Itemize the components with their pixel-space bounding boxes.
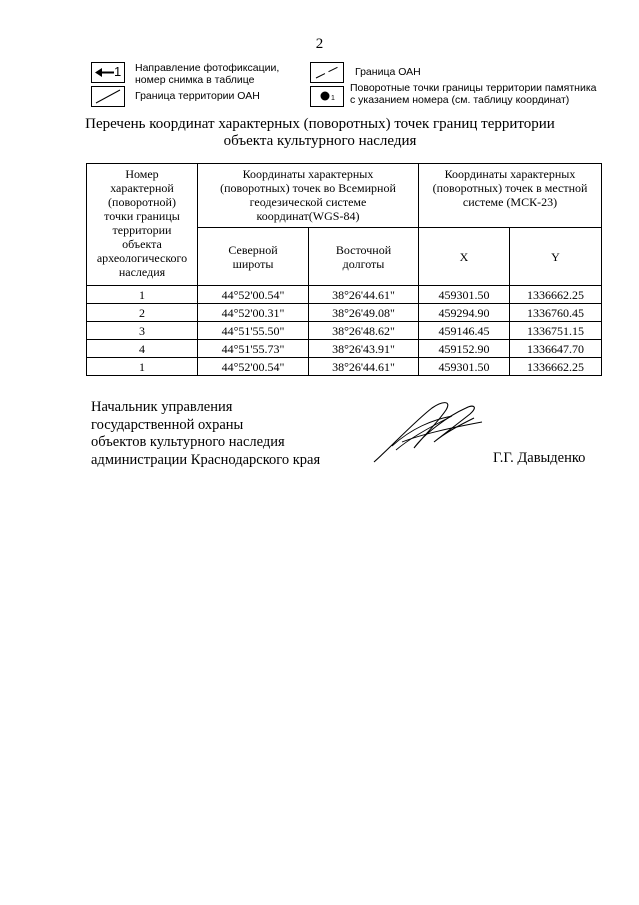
coordinates-table xyxy=(86,163,602,376)
marker-label: 1 xyxy=(331,95,335,102)
cell-y: 1336662.25 xyxy=(510,358,602,376)
header-north-lat-line: Северной xyxy=(228,242,278,257)
cell-x: 459294.90 xyxy=(419,304,510,322)
header-point-number-line: археологического xyxy=(96,251,188,265)
cell-lat: 44°52'00.54" xyxy=(198,286,309,304)
title-line2: объекта культурного наследия xyxy=(223,133,417,149)
header-msk-group xyxy=(419,164,602,228)
cell-y: 1336647.70 xyxy=(510,340,602,358)
table-row xyxy=(87,340,602,358)
title-line1: Перечень координат характерных (поворотных) точек границ территории xyxy=(85,116,555,132)
header-point-number-line: Номер xyxy=(125,167,159,181)
cell-point-number: 1 xyxy=(87,286,198,304)
table-header-row-1 xyxy=(87,164,602,228)
cell-y: 1336760.45 xyxy=(510,304,602,322)
cell-x: 459152.90 xyxy=(419,340,510,358)
signature-icon xyxy=(362,398,492,468)
header-x: X xyxy=(419,228,510,286)
cell-point-number: 4 xyxy=(87,340,198,358)
header-y: Y xyxy=(510,228,602,286)
cell-lon: 38°26'49.08" xyxy=(309,304,419,322)
signatory-line: государственной охраны xyxy=(91,416,244,433)
cell-point-number: 3 xyxy=(87,322,198,340)
signatory-line: Начальник управления xyxy=(91,399,233,415)
solid-border-icon xyxy=(92,87,124,106)
cell-y: 1336662.25 xyxy=(510,286,602,304)
photo-direction-legend-text xyxy=(135,62,279,86)
dashed-border-icon xyxy=(311,63,343,82)
header-wgs-line: (поворотных) точек во Всемирной xyxy=(220,181,396,195)
header-point-number-line: территории xyxy=(112,223,172,237)
oan-border-legend-text: Граница ОАН xyxy=(355,66,421,78)
turning-points-line2: с указанием номера (см. таблицу координат) xyxy=(350,94,570,106)
cell-lon: 38°26'43.91" xyxy=(309,340,419,358)
cell-lon: 38°26'44.61" xyxy=(309,358,419,376)
signatory-name: Г.Г. Давыденко xyxy=(493,450,586,466)
cell-lat: 44°52'00.31" xyxy=(198,304,309,322)
cell-lat: 44°51'55.73" xyxy=(198,340,309,358)
header-point-number xyxy=(87,164,198,286)
header-north-lat-line: широты xyxy=(232,256,274,271)
header-wgs-line: координат(WGS-84) xyxy=(256,209,360,223)
table-row xyxy=(87,358,602,376)
header-point-number-line: точки границы xyxy=(104,209,180,223)
cell-lon: 38°26'44.61" xyxy=(309,286,419,304)
signatory-line: администрации Краснодарского края xyxy=(91,451,321,468)
cell-y: 1336751.15 xyxy=(510,322,602,340)
header-point-number-line: (поворотной) xyxy=(108,195,176,209)
header-point-number-line: характерной xyxy=(110,181,174,195)
cell-x: 459301.50 xyxy=(419,358,510,376)
cell-x: 459146.45 xyxy=(419,322,510,340)
header-point-number-line: наследия xyxy=(118,265,166,279)
territory-border-legend-box xyxy=(91,86,125,107)
cell-point-number: 1 xyxy=(87,358,198,376)
table-row xyxy=(87,286,602,304)
header-wgs-line: геодезической системе xyxy=(249,195,367,209)
photo-direction-line1: Направление фотофиксации, xyxy=(135,62,280,74)
header-east-lon-line: Восточной xyxy=(335,242,392,257)
header-north-lat xyxy=(198,228,309,286)
header-east-lon-line: долготы xyxy=(342,256,385,271)
signatory-line: объектов культурного наследия xyxy=(91,434,285,450)
header-wgs-group xyxy=(198,164,419,228)
header-msk-line: (поворотных) точек в местной xyxy=(432,181,588,195)
header-msk-line: Координаты характерных xyxy=(444,167,576,181)
oan-border-legend-box xyxy=(310,62,344,83)
arrow-label: 1 xyxy=(114,64,122,79)
document-title xyxy=(40,116,600,150)
header-point-number-line: объекта xyxy=(122,237,162,251)
cell-lat: 44°52'00.54" xyxy=(198,358,309,376)
turning-points-legend-text xyxy=(350,82,597,106)
point-marker-icon xyxy=(311,87,343,106)
header-east-lon xyxy=(309,228,419,286)
table-row xyxy=(87,322,602,340)
page-number: 2 xyxy=(315,36,324,52)
table-row xyxy=(87,304,602,322)
turning-points-line1: Поворотные точки границы территории памятника xyxy=(350,82,597,94)
signatory-position xyxy=(91,399,320,469)
cell-lon: 38°26'48.62" xyxy=(309,322,419,340)
cell-lat: 44°51'55.50" xyxy=(198,322,309,340)
cell-point-number: 2 xyxy=(87,304,198,322)
header-wgs-line: Координаты характерных xyxy=(242,167,374,181)
photo-direction-legend-box xyxy=(91,62,125,83)
cell-x: 459301.50 xyxy=(419,286,510,304)
header-msk-line: системе (МСК-23) xyxy=(462,195,558,209)
turning-points-legend-box xyxy=(310,86,344,107)
territory-border-legend-text: Граница территории ОАН xyxy=(135,90,260,102)
photo-direction-line2: номер снимка в таблице xyxy=(135,74,255,86)
